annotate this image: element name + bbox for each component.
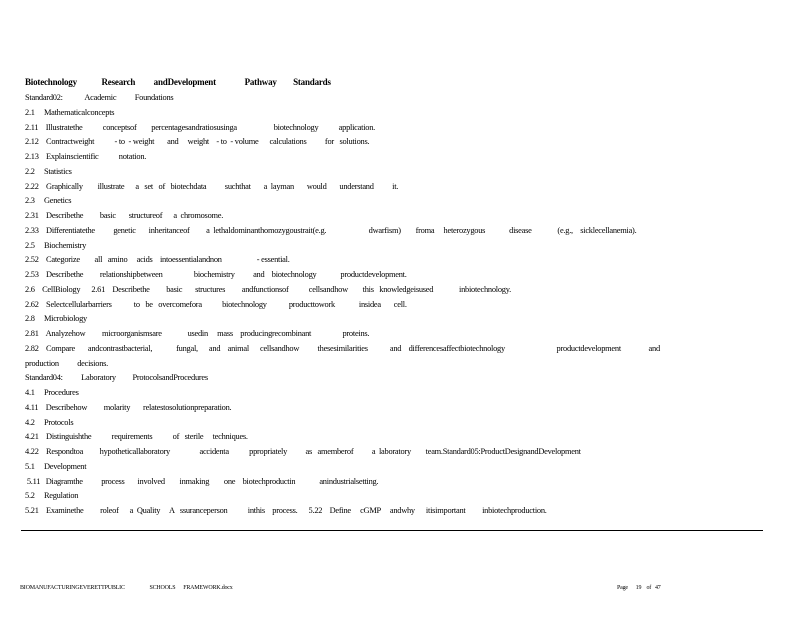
document-line: 5.1 Development	[25, 461, 87, 471]
footer-filename: BIOMANUFACTURINGEVERETTPUBLIC SCHOOLS FRAMEWORK.docx	[20, 585, 233, 591]
standards-list	[25, 91, 760, 519]
document-line: 5.21 Examinethe roleof a Quality A ssuranceperson inthis process. 5.22 Define cGMP andwhy itisimportant inbiotechproduction.	[25, 506, 547, 515]
document-line: 2.1 Mathematicalconcepts	[25, 107, 115, 117]
document-line: 2.52 Categorize all amino acids intoessentialandnon - essential.	[25, 255, 290, 265]
document-line: production decisions.	[25, 358, 108, 368]
document-line: 2.3 Genetics	[25, 196, 72, 206]
document-line: 2.12 Contractweight - to - weight and weight - to - volume calculations for solutions.	[25, 137, 370, 147]
document-line: 2.22 Graphically illustrate a set of biotechdata suchthat a layman would understand it.	[25, 181, 399, 191]
document-line: Standard02: Academic Foundations	[25, 93, 174, 102]
document-line: 2.8 Microbiology	[25, 314, 87, 324]
document-body	[25, 76, 760, 519]
document-line: 2.33 Differentiatethe genetic inheritanceof a lethaldominanthomozygoustrait(e.g. dwarfism) froma heterozygous disease (e.g., sicklecellanemia).	[25, 225, 637, 235]
document-line: 2.81 Analyzehow microorganismsare usedin mass producingrecombinant proteins.	[25, 329, 370, 338]
document-line: 5.2 Regulation	[25, 491, 79, 501]
document-line: 4.1 Procedures	[25, 388, 79, 397]
document-line: 2.2 Statistics	[25, 166, 72, 176]
document-line: 2.31 Describethe basic structureof a chromosome.	[25, 211, 224, 220]
document-line: 4.2 Protocols	[25, 417, 74, 427]
document-line: 2.13 Explainscientific notation.	[25, 152, 147, 161]
document-line: 2.11 Illustratethe conceptsof percentagesandratiosusinga biotechnology application.	[25, 122, 375, 132]
document-line: 5.11 Diagramthe process involved inmaking one biotechproductin anindustrialsetting.	[25, 476, 379, 486]
document-line: 2.6 CellBiology 2.61 Describethe basic structures andfunctionsof cellsandhow this knowledgeisused inbiotechnology.	[25, 284, 511, 294]
document-line: 4.11 Describehow molarity relatestosolutionpreparation.	[25, 402, 232, 412]
document-title: Biotechnology Research andDevelopment Pathway Standards	[25, 77, 331, 87]
footer-page-number: Page 19 of 47	[617, 585, 661, 591]
document-line: 4.21 Distinguishthe requirements of sterile techniques.	[25, 432, 248, 442]
footer-divider	[21, 530, 763, 531]
document-line: 2.5 Biochemistry	[25, 240, 87, 250]
document-line: 4.22 Respondtoa hypotheticallaboratory accidenta ppropriately as amemberof a laboratory team.Standard05:ProductDesignandDevelopment	[25, 447, 581, 456]
document-line: Standard04: Laboratory ProtocolsandProcedures	[25, 373, 208, 383]
document-line: 2.82 Compare andcontrastbacterial, fungal, and animal cellsandhow thesesimilarities and differencesaffectbiotechnology productdevelopment and	[25, 343, 660, 353]
document-line: 2.62 Selectcellularbarriers to be overcomefora biotechnology producttowork insidea cell.	[25, 299, 407, 309]
document-line: 2.53 Describethe relationshipbetween biochemistry and biotechnology productdevelopment.	[25, 270, 407, 279]
